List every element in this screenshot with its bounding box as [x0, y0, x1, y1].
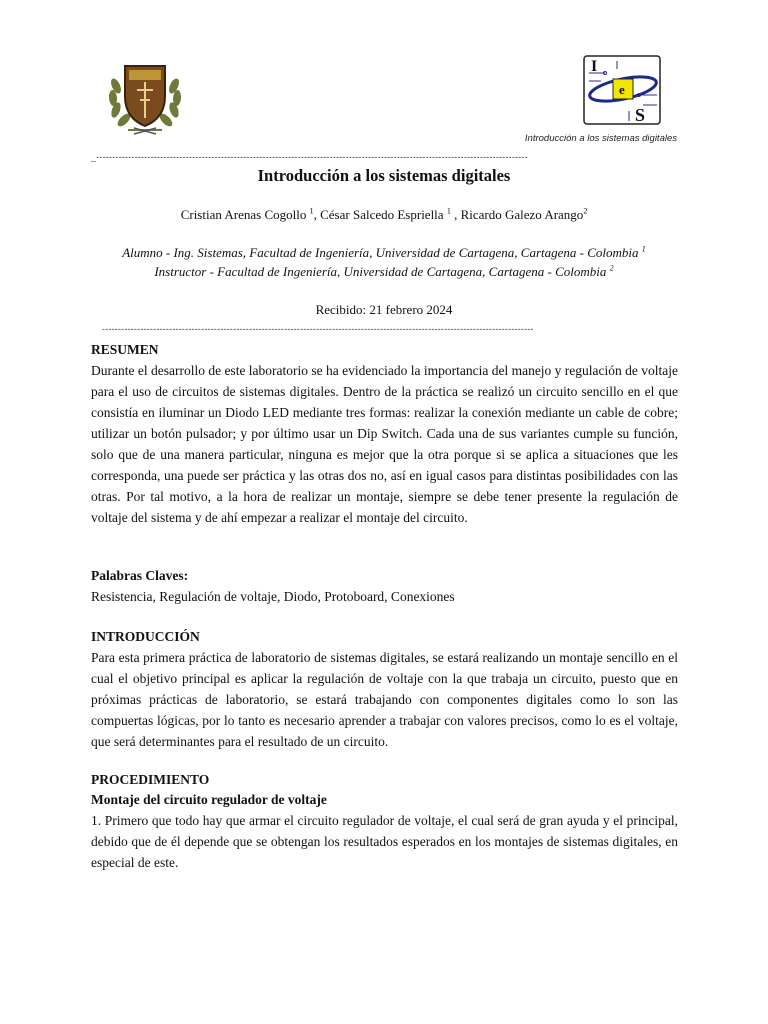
author-separator: ,: [313, 207, 321, 222]
author-affil-mark: 2: [583, 206, 588, 216]
author-name: César Salcedo Espriella: [320, 207, 444, 222]
logo-letter-s: S: [635, 105, 646, 125]
author-list: [0, 207, 768, 223]
keywords-list: Resistencia, Regulación de voltaje, Diodo, Protoboard, Conexiones: [91, 589, 455, 604]
section-procedimiento: [91, 770, 678, 873]
author-name: Cristian Arenas Cogollo: [180, 207, 307, 222]
logo-letter-i: I: [591, 58, 598, 75]
author-separator: ,: [450, 207, 461, 222]
section-body: 1. Primero que todo hay que armar el circuito regulador de voltaje, el cual será de gran ayuda y el principal, debido que de él depende que se obtengan los resultados esperados en los montajes de sistemas digitales, en especial de este.: [91, 813, 678, 870]
author-affil-mark: 1: [446, 206, 451, 216]
section-keywords: [91, 566, 678, 607]
affiliation-mark: 2: [609, 263, 614, 273]
section-heading: Palabras Claves:: [91, 568, 189, 583]
section-body: Durante el desarrollo de este laboratorio se ha evidenciado la importancia del manejo y regulación de voltaje para el uso de circuitos de sistemas digitales. Dentro de la práctica se realizó un circuito sencillo en el que consistía en iluminar un Diodo LED mediante tres formas: realizar la conexión mediante un cable de cobre; utilizar un botón pulsador; y por último usar un Dip Switch. Cada una de sus variantes cumple su función, solo que de una manera particular, ninguna es mejor que la otra porque si se aplica a situaciones que les corresponda, una puede ser práctica y las otras dos no, así en igual casos para distintas posibilidades con las otras. Por tal motivo, a la hora de realizar un montaje, siempre se debe tener presente la regulación de voltaje del sistema y de ahí empezar a realizar el montaje del circuito.: [91, 363, 679, 525]
affiliation-mark: 1: [641, 244, 646, 254]
affiliation-line: [0, 264, 768, 280]
section-body: Para esta primera práctica de laboratorio de sistemas digitales, se estará realizando un montaje sencillo en el cual el objetivo principal es aplicar la regulación de voltaje con la que trabaja un circuito, puesto que en próximas prácticas de laboratorio, se estará trabajando con componentes digitales como lo son las compuertas lógicas, por lo tanto es necesario aprender a trabajar con valores precisos, como lo es el voltaje, que será determinantes para el resultado de un circuito.: [91, 650, 678, 749]
header-divider-bottom: ---------------------------------------------------------------------------------------------------------------------------------------: [102, 324, 534, 334]
affiliation-text: Alumno - Ing. Sistemas, Facultad de Ingeniería, Universidad de Cartagena, Cartagena - Colombia: [122, 245, 639, 260]
section-heading: INTRODUCCIÓN: [91, 629, 200, 644]
section-heading: RESUMEN: [91, 342, 159, 357]
program-logo: [583, 55, 663, 127]
section-subheading: Montaje del circuito regulador de voltaje: [91, 792, 327, 807]
author-name: Ricardo Galezo Arango: [460, 207, 584, 222]
university-crest-logo: [104, 56, 186, 136]
author-affil-mark: 1: [309, 206, 314, 216]
received-date: Recibido: 21 febrero 2024: [315, 302, 453, 317]
running-header-caption: Introducción a los sistemas digitales: [524, 133, 677, 144]
logo-letter-e: e: [619, 82, 625, 97]
affiliation-line: [0, 245, 768, 261]
section-introduccion: [91, 627, 678, 752]
section-resumen: [91, 340, 678, 528]
paper-title: Introducción a los sistemas digitales: [257, 166, 511, 185]
affiliation-text: Instructor - Facultad de Ingeniería, Universidad de Cartagena, Cartagena - Colombia: [154, 264, 607, 279]
header-divider-top: _ ---------------------------------------------------------------------------------------------------------------------------------------: [91, 152, 657, 162]
section-heading: PROCEDIMIENTO: [91, 772, 210, 787]
